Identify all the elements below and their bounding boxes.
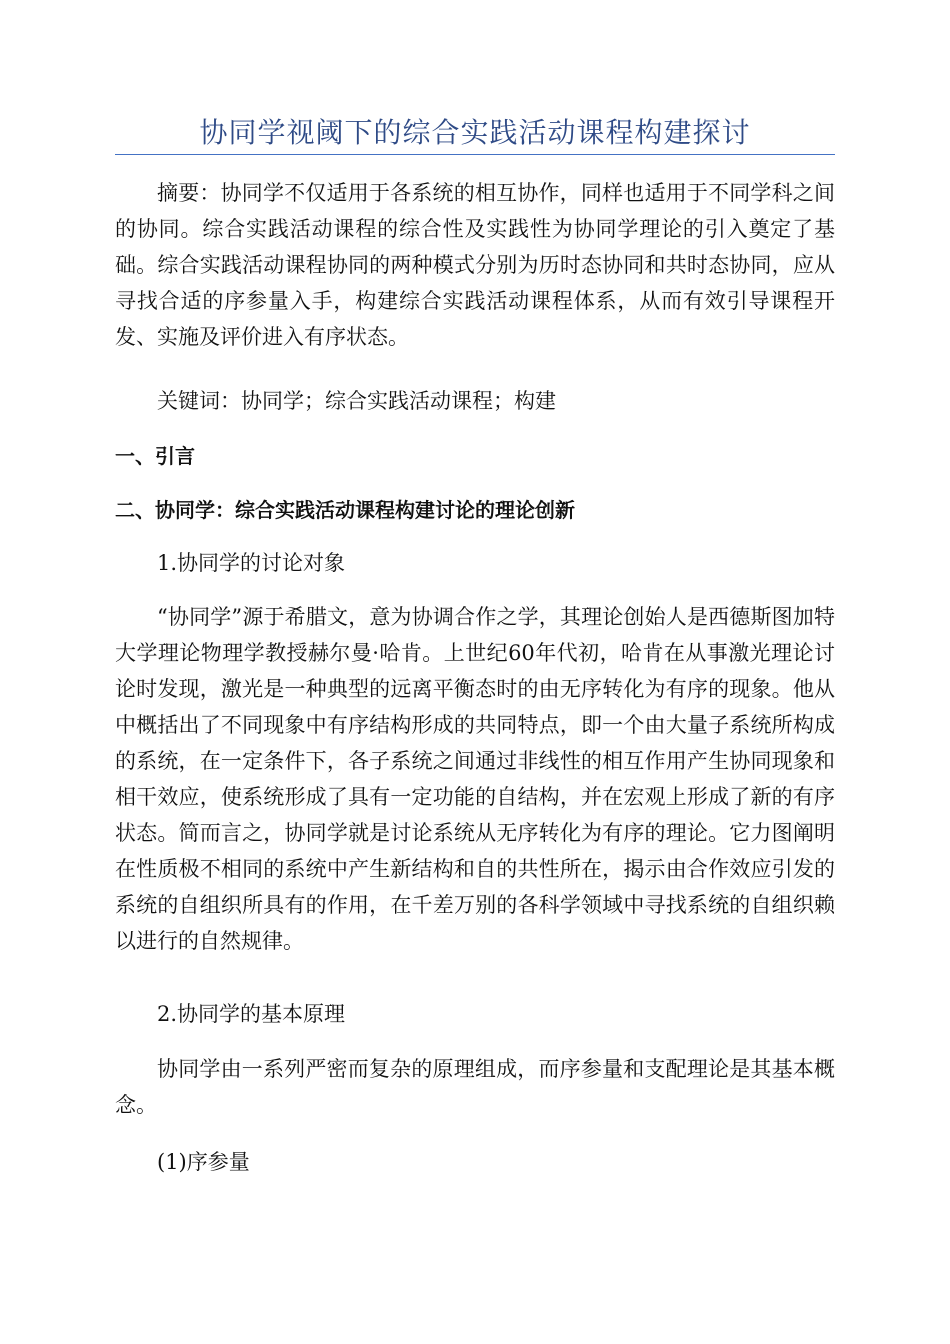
abstract-paragraph: 摘要：协同学不仅适用于各系统的相互协作，同样也适用于不同学科之间的协同。综合实践活动课程的综合性及实践性为协同学理论的引入奠定了基础。综合实践活动课程协同的两种模式分别为历时态协同和共时态协同，应从寻找合适的序参量入手，构建综合实践活动课程体系，从而有效引导课程开发、实施及评价进入有序状态。 [115,181,835,349]
section-heading-theory: 二、协同学：综合实践活动课程构建讨论的理论创新 [115,498,575,522]
subheading-order-parameter: (1)序参量 [157,1150,250,1174]
keywords-line: 关键词：协同学；综合实践活动课程；构建 [157,389,556,413]
document-title: 协同学视阈下的综合实践活动课程构建探讨 [199,116,751,149]
subheading-research-object: 1.协同学的讨论对象 [157,551,346,575]
title-underline [115,154,835,155]
body-paragraph-principles: 协同学由一系列严密而复杂的原理组成，而序参量和支配理论是其基本概念。 [115,1057,835,1117]
section-heading-introduction: 一、引言 [115,444,195,468]
body-paragraph-synergetics-origin: “协同学”源于希腊文，意为协调合作之学，其理论创始人是西德斯图加特大学理论物理学教授赫尔曼·哈肯。上世纪60年代初，哈肯在从事激光理论讨论时发现，激光是一种典型的远离平衡态时的由无序转化为有序的现象。他从中概括出了不同现象中有序结构形成的共同特点，即一个由大量子系统所构成的系统，在一定条件下，各子系统之间通过非线性的相互作用产生协同现象和相干效应，使系统形成了具有一定功能的自结构，并在宏观上形成了新的有序状态。简而言之，协同学就是讨论系统从无序转化为有序的理论。它力图阐明在性质极不相同的系统中产生新结构和自的共性所在，揭示由合作效应引发的系统的自组织所具有的作用，在千差万别的各科学领域中寻找系统的自组织赖以进行的自然规律。 [115,605,835,953]
subheading-basic-principles: 2.协同学的基本原理 [157,1002,346,1026]
